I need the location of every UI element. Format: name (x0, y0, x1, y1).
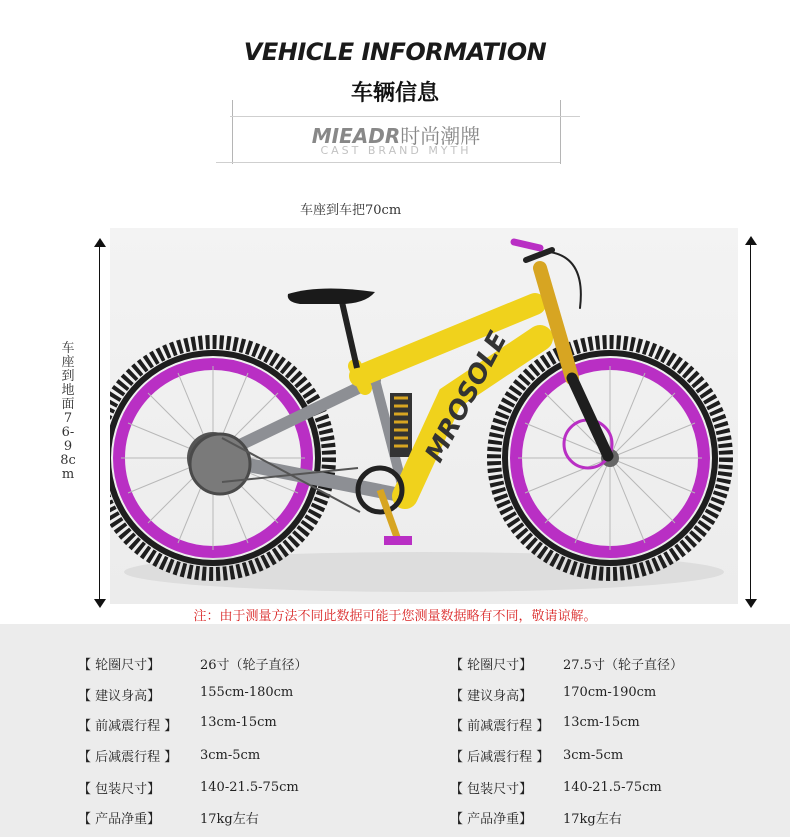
brand-box (222, 100, 570, 164)
spec-label: 【 建议身高】 (450, 689, 533, 704)
bike-photo (110, 228, 738, 604)
spec-value: 13cm-15cm (563, 715, 640, 730)
frame-brand-text: MROSOLE (419, 326, 514, 468)
page-title-cn: 车辆信息 (350, 81, 439, 106)
spec-label: 【 建议身高】 (78, 689, 161, 704)
spec-label: 【 前减震行程 】 (78, 719, 178, 734)
divider (216, 162, 560, 163)
spec-value: 140-21.5-75cm (200, 780, 299, 795)
seat-to-handlebar-label: 车座到车把70cm (300, 203, 402, 218)
spec-value: 170cm-190cm (563, 685, 657, 700)
page-title-en: VEHICLE INFORMATION (243, 38, 547, 66)
spec-label: 【 轮圈尺寸】 (78, 658, 161, 673)
divider (230, 116, 580, 117)
spec-label: 【 包装尺寸】 (450, 782, 533, 797)
spec-label: 【 产品净重】 (450, 812, 533, 827)
brand-name-cn: 时尚潮牌 (400, 124, 481, 148)
spec-value: 17kg左右 (563, 812, 622, 827)
rear-shock (390, 393, 412, 457)
spec-value: 17kg左右 (200, 812, 259, 827)
spec-label: 【 产品净重】 (78, 812, 161, 827)
spec-value: 155cm-180cm (200, 685, 294, 700)
disclaimer-note: 注：由于测量方法不同此数据可能于您测量数据略有不同，敬请谅解。 (193, 609, 597, 624)
spec-value: 26寸（轮子直径） (200, 658, 308, 673)
bike-illustration (110, 228, 738, 604)
height-arrow-right (745, 236, 757, 608)
spec-label: 【 后减震行程 】 (78, 750, 178, 765)
height-arrow-left (94, 238, 106, 608)
seat-to-ground-label: 车座到地面76-98cm (60, 341, 76, 482)
spec-value: 3cm-5cm (200, 748, 261, 763)
spec-label: 【 包装尺寸】 (78, 782, 161, 797)
spec-label: 【 后减震行程 】 (450, 750, 550, 765)
spec-value: 140-21.5-75cm (563, 780, 662, 795)
spec-label: 【 前减震行程 】 (450, 719, 550, 734)
brand-name-en: MIEADR (311, 124, 401, 148)
spec-value: 27.5寸（轮子直径） (563, 658, 683, 673)
brand-subtitle: CAST BRAND MYTH (320, 144, 472, 157)
spec-label: 【 轮圈尺寸】 (450, 658, 533, 673)
spec-value: 3cm-5cm (563, 748, 624, 763)
saddle (288, 288, 375, 368)
spec-value: 13cm-15cm (200, 715, 277, 730)
